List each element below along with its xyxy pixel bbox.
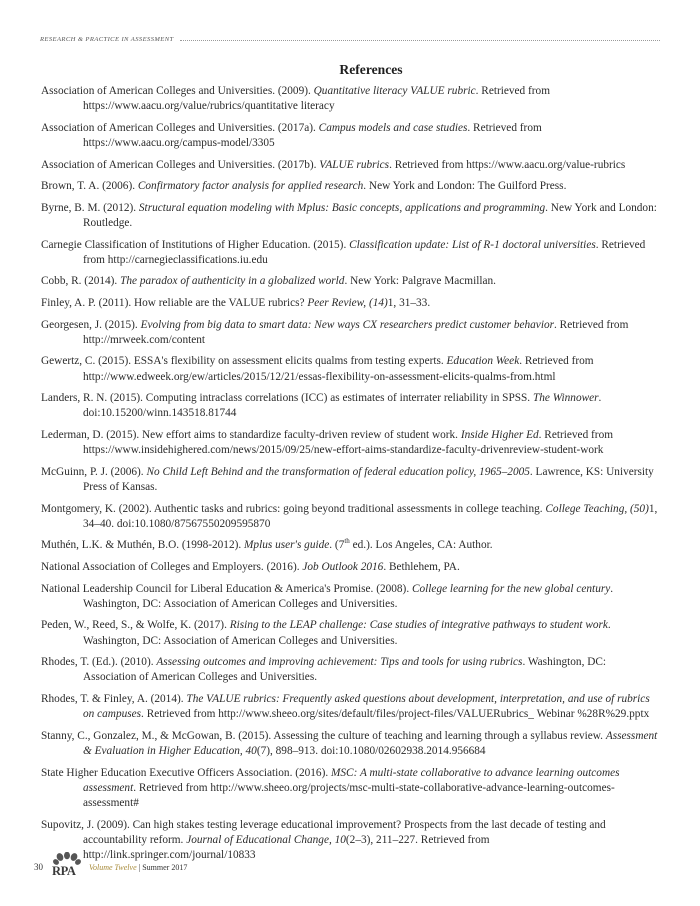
issue-line xyxy=(89,863,187,872)
issue-label: Summer 2017 xyxy=(142,862,188,872)
reference-sup: th xyxy=(344,537,350,546)
reference-entry xyxy=(41,692,661,722)
page-number: 30 xyxy=(34,862,43,872)
reference-post: . Retrieved from http://www.sheeo.org/sites/default/files/project-files/VALUERubrics_ Webinar %28R%29.pptx xyxy=(141,708,650,721)
reference-pre: Landers, R. N. (2015). Computing intraclass correlations (ICC) as estimates of interrater reliability in SPSS. xyxy=(41,392,533,405)
reference-ital: Confirmatory factor analysis for applied research xyxy=(137,180,364,193)
reference-ital: Education Week xyxy=(446,355,520,368)
reference-entry xyxy=(41,179,661,194)
reference-post: . Retrieved from https://www.aacu.org/campus-model/3305 xyxy=(83,121,542,149)
issue-separator: | xyxy=(136,862,143,872)
reference-post: . Retrieved from http://carnegieclassifications.iu.edu xyxy=(83,238,646,266)
reference-ital: Rising to the LEAP challenge: Case studies of integrative pathways to student work xyxy=(229,619,608,632)
reference-ital: Campus models and case studies xyxy=(318,121,468,134)
page-footer xyxy=(34,852,187,882)
reference-post: (2–3), 211–227. Retrieved from http://link.springer.com/journal/10833 xyxy=(83,833,490,861)
reference-ital: Mplus user's guide xyxy=(244,539,330,552)
reference-entry xyxy=(41,121,661,151)
reference-ital: Evolving from big data to smart data: New ways CX researchers predict customer behavior xyxy=(140,318,555,331)
reference-entry xyxy=(41,502,661,532)
reference-post: . Retrieved from http://www.sheeo.org/projects/msc-multi-state-collaborative-advance-learning-outcomes-assessment# xyxy=(83,781,615,809)
reference-ital: College learning for the new global century xyxy=(411,582,611,595)
reference-pre: Rhodes, T. & Finley, A. (2014). xyxy=(41,692,187,705)
reference-entry xyxy=(41,296,661,311)
reference-ital: The VALUE rubrics: Frequently asked questions about development, interpretation, and use of rubrics on campuses xyxy=(83,692,650,721)
reference-post: . New York and London: Routledge. xyxy=(83,201,657,229)
reference-post: . New York and London: The Guilford Press. xyxy=(363,180,567,193)
reference-ital: Peer Review, (14) xyxy=(307,296,388,309)
running-head xyxy=(40,36,660,43)
reference-ital: MSC: A multi-state collaborative to advance learning outcomes assessment xyxy=(83,766,620,794)
reference-post: 1, 34–40. doi:10.1080/87567550209595870 xyxy=(83,502,658,530)
reference-pre: Association of American Colleges and Universities. (2017b). xyxy=(41,158,320,171)
reference-ital: College Teaching, (50) xyxy=(545,502,649,515)
reference-ital: Journal of Educational Change, 10 xyxy=(186,833,346,846)
running-head-dotted-rule xyxy=(180,40,660,41)
reference-ital: Assessing outcomes and improving achievement: Tips and tools for using rubrics xyxy=(156,656,523,669)
references-list xyxy=(41,84,661,870)
reference-ital: Quantitative literacy VALUE rubric xyxy=(313,85,476,97)
reference-pre: Peden, W., Reed, S., & Wolfe, K. (2017). xyxy=(41,619,230,632)
volume-label: Volume Twelve xyxy=(89,862,137,872)
reference-pre: Association of American Colleges and Universities. (2009). xyxy=(41,85,314,97)
reference-pre: Muthén, L.K. & Muthén, B.O. (1998-2012). xyxy=(41,539,245,552)
reference-ital: The paradox of authenticity in a globalized world xyxy=(120,275,345,288)
reference-pre: Georgesen, J. (2015). xyxy=(41,318,141,331)
reference-entry xyxy=(41,391,661,421)
reference-post: . Retrieved from http://www.edweek.org/ew/articles/2015/12/21/essas-flexibility-on-assessment-elicits-qualms-from.html xyxy=(83,355,594,383)
reference-post: 1, 31–33. xyxy=(387,296,431,309)
reference-pre: Lederman, D. (2015). New effort aims to standardize faculty-driven review of student work. xyxy=(41,428,461,441)
reference-pre: National Leadership Council for Liberal Education & America's Promise. (2008). xyxy=(41,582,412,595)
reference-pre: McGuinn, P. J. (2006). xyxy=(41,465,147,478)
reference-post: . Retrieved from https://www.aacu.org/value/rubrics/quantitative literacy xyxy=(83,85,550,113)
reference-entry xyxy=(41,238,661,268)
reference-pre: Supovitz, J. (2009). Can high stakes testing leverage educational improvement? Prospects from the last decade of testing and accountability reform. xyxy=(41,818,606,846)
rpa-logo xyxy=(51,852,83,882)
reference-entry xyxy=(41,354,661,384)
reference-post: . Retrieved from https://www.aacu.org/value-rubrics xyxy=(389,158,626,171)
reference-ital: No Child Left Behind and the transformation of federal education policy, 1965–2005 xyxy=(146,465,530,478)
reference-ital: Assessment & Evaluation in Higher Education, 40 xyxy=(83,729,658,757)
reference-entry xyxy=(41,582,661,612)
reference-entry xyxy=(41,428,661,458)
logo-text: RPA xyxy=(52,864,76,878)
reference-entry xyxy=(41,766,661,812)
reference-post: . Washington, DC: Association of American Colleges and Universities. xyxy=(83,582,614,610)
reference-pre: Byrne, B. M. (2012). xyxy=(41,201,139,214)
reference-entry xyxy=(41,84,661,114)
reference-entry xyxy=(41,158,661,173)
reference-pre: National Association of Colleges and Employers. (2016). xyxy=(41,560,303,573)
reference-post: . Retrieved from https://www.insidehighered.com/news/2015/09/25/new-effort-aims-standardize-faculty-drivenreview-student-work xyxy=(83,428,614,457)
reference-pre: Montgomery, K. (2002). Authentic tasks and rubrics: going beyond traditional assessments in college teaching. xyxy=(41,502,546,515)
reference-entry xyxy=(41,618,661,648)
reference-pre: Association of American Colleges and Universities. (2017a). xyxy=(41,121,319,134)
reference-pre: Cobb, R. (2014). xyxy=(41,275,121,288)
reference-ital: Structural equation modeling with Mplus: Basic concepts, applications and programming xyxy=(138,201,546,214)
reference-pre: State Higher Education Executive Officers Association. (2016). xyxy=(41,766,331,779)
reference-pre: Gewertz, C. (2015). ESSA's flexibility on assessment elicits qualms from testing experts. xyxy=(41,355,447,368)
reference-post: . Washington, DC: Association of American Colleges and Universities. xyxy=(83,619,611,647)
reference-ital: VALUE rubrics xyxy=(319,158,390,171)
reference-pre: Finley, A. P. (2011). How reliable are the VALUE rubrics? xyxy=(41,296,308,309)
reference-post: (7), 898–913. doi:10.1080/02602938.2014.956684 xyxy=(256,744,486,757)
reference-entry xyxy=(41,274,661,289)
reference-entry xyxy=(41,465,661,495)
running-head-text: RESEARCH & PRACTICE IN ASSESSMENT xyxy=(40,36,174,43)
reference-entry xyxy=(41,729,661,759)
reference-post: . Retrieved from http://mrweek.com/content xyxy=(83,318,629,346)
reference-entry xyxy=(41,318,661,348)
reference-entry xyxy=(41,560,661,575)
reference-pre: Carnegie Classification of Institutions of Higher Education. (2015). xyxy=(41,238,350,251)
reference-post: . Washington, DC: Association of American Colleges and Universities. xyxy=(83,656,607,684)
reference-pre: Brown, T. A. (2006). xyxy=(41,180,138,193)
reference-entry xyxy=(41,538,661,553)
reference-pre: Stanny, C., Gonzalez, M., & McGowan, B. (2015). Assessing the culture of teaching and learning through a syllabus review. xyxy=(41,729,606,742)
reference-post2: ed.). Los Angeles, CA: Author. xyxy=(349,539,493,552)
reference-pre: Rhodes, T. (Ed.). (2010). xyxy=(41,656,157,669)
references-title: References xyxy=(339,62,403,77)
reference-entry xyxy=(41,655,661,685)
reference-ital: Job Outlook 2016 xyxy=(302,560,384,573)
reference-ital: Classification update: List of R-1 doctoral universities xyxy=(349,238,596,251)
reference-post: . Bethlehem, PA. xyxy=(383,560,460,573)
reference-ital: The Winnower xyxy=(532,392,599,405)
reference-ital: Inside Higher Ed xyxy=(460,428,539,441)
reference-post: . doi:10.15200/winn.143518.81744 xyxy=(83,392,602,420)
reference-entry xyxy=(41,201,661,231)
reference-post: . (7 xyxy=(329,539,345,552)
reference-post: . Lawrence, KS: University Press of Kansas. xyxy=(83,465,654,493)
reference-post: . New York: Palgrave Macmillan. xyxy=(344,275,496,288)
